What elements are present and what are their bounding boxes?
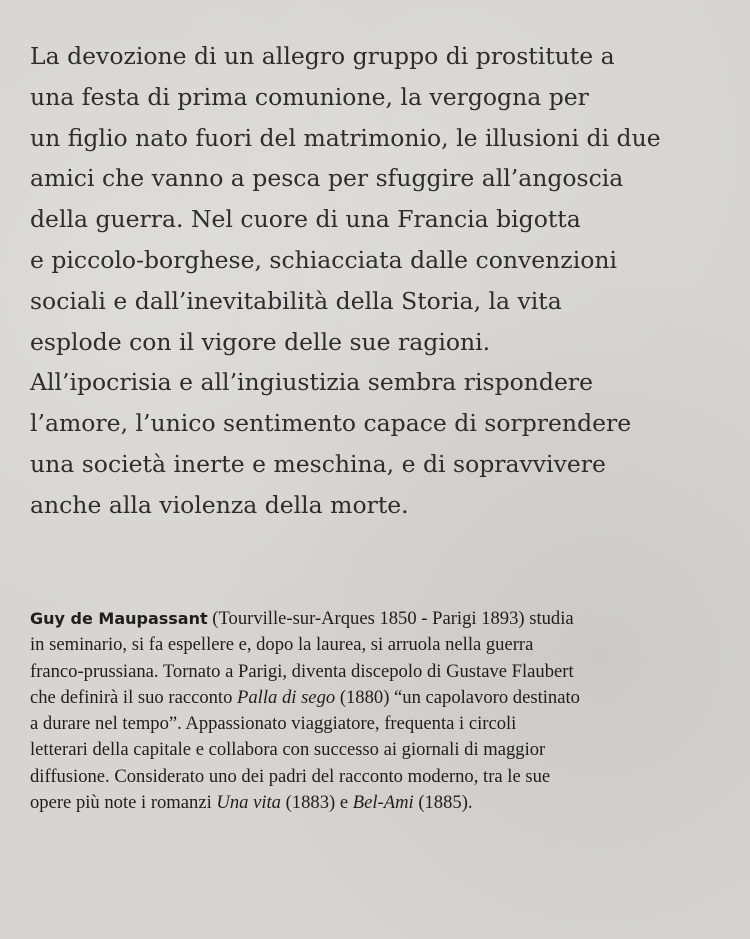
blurb-line: un figlio nato fuori del matrimonio, le illusioni di due xyxy=(30,123,661,152)
bio-line xyxy=(30,685,730,711)
bio-line: diffusione. Considerato uno dei padri del racconto moderno, tra le sue xyxy=(30,765,551,787)
blurb-line: anche alla violenza della morte. xyxy=(30,490,409,519)
blurb-line: una società inerte e meschina, e di sopravvivere xyxy=(30,449,606,478)
bio-text: opere più note i romanzi xyxy=(30,792,217,814)
bio-line xyxy=(30,790,730,816)
bio-line: in seminario, si fa espellere e, dopo la laurea, si arruola nella guerra xyxy=(30,634,534,656)
author-bio xyxy=(30,606,730,816)
book-title: Bel-Ami xyxy=(352,792,414,814)
bio-line: letterari della capitale e collabora con successo ai giornali di maggior xyxy=(30,739,546,761)
bio-line: franco-prussiana. Tornato a Parigi, diventa discepolo di Gustave Flaubert xyxy=(30,660,574,682)
bio-line: a durare nel tempo”. Appassionato viaggiatore, frequenta i circoli xyxy=(30,713,517,735)
bio-text: (Tourville-sur-Arques 1850 - Parigi 1893) studia xyxy=(207,608,574,629)
bio-text: (1880) “un capolavoro destinato xyxy=(335,686,580,708)
bio-text: (1883) e xyxy=(280,792,353,814)
blurb-line: All’ipocrisia e all’ingiustizia sembra rispondere xyxy=(30,368,594,397)
bio-text: che definirà il suo racconto xyxy=(30,686,238,708)
bio-line xyxy=(30,606,730,632)
author-name: Guy de Maupassant xyxy=(30,609,208,628)
blurb-line: una festa di prima comunione, la vergogna per xyxy=(30,82,589,111)
blurb-line: della guerra. Nel cuore di una Francia bigotta xyxy=(30,205,581,234)
blurb-line: La devozione di un allegro gruppo di prostitute a xyxy=(30,42,615,70)
blurb-line: esplode con il vigore delle sue ragioni. xyxy=(30,327,491,356)
book-title: Una vita xyxy=(216,792,281,814)
bio-text: (1885). xyxy=(413,792,473,814)
book-title: Palla di sego xyxy=(237,686,336,708)
blurb-line: amici che vanno a pesca per sfuggire all’angoscia xyxy=(30,164,624,193)
blurb-line: sociali e dall’inevitabilità della Storia, la vita xyxy=(30,286,562,315)
book-blurb xyxy=(30,36,730,526)
blurb-line: l’amore, l’unico sentimento capace di sorprendere xyxy=(30,409,632,438)
blurb-line: e piccolo-borghese, schiacciata dalle convenzioni xyxy=(30,245,618,274)
